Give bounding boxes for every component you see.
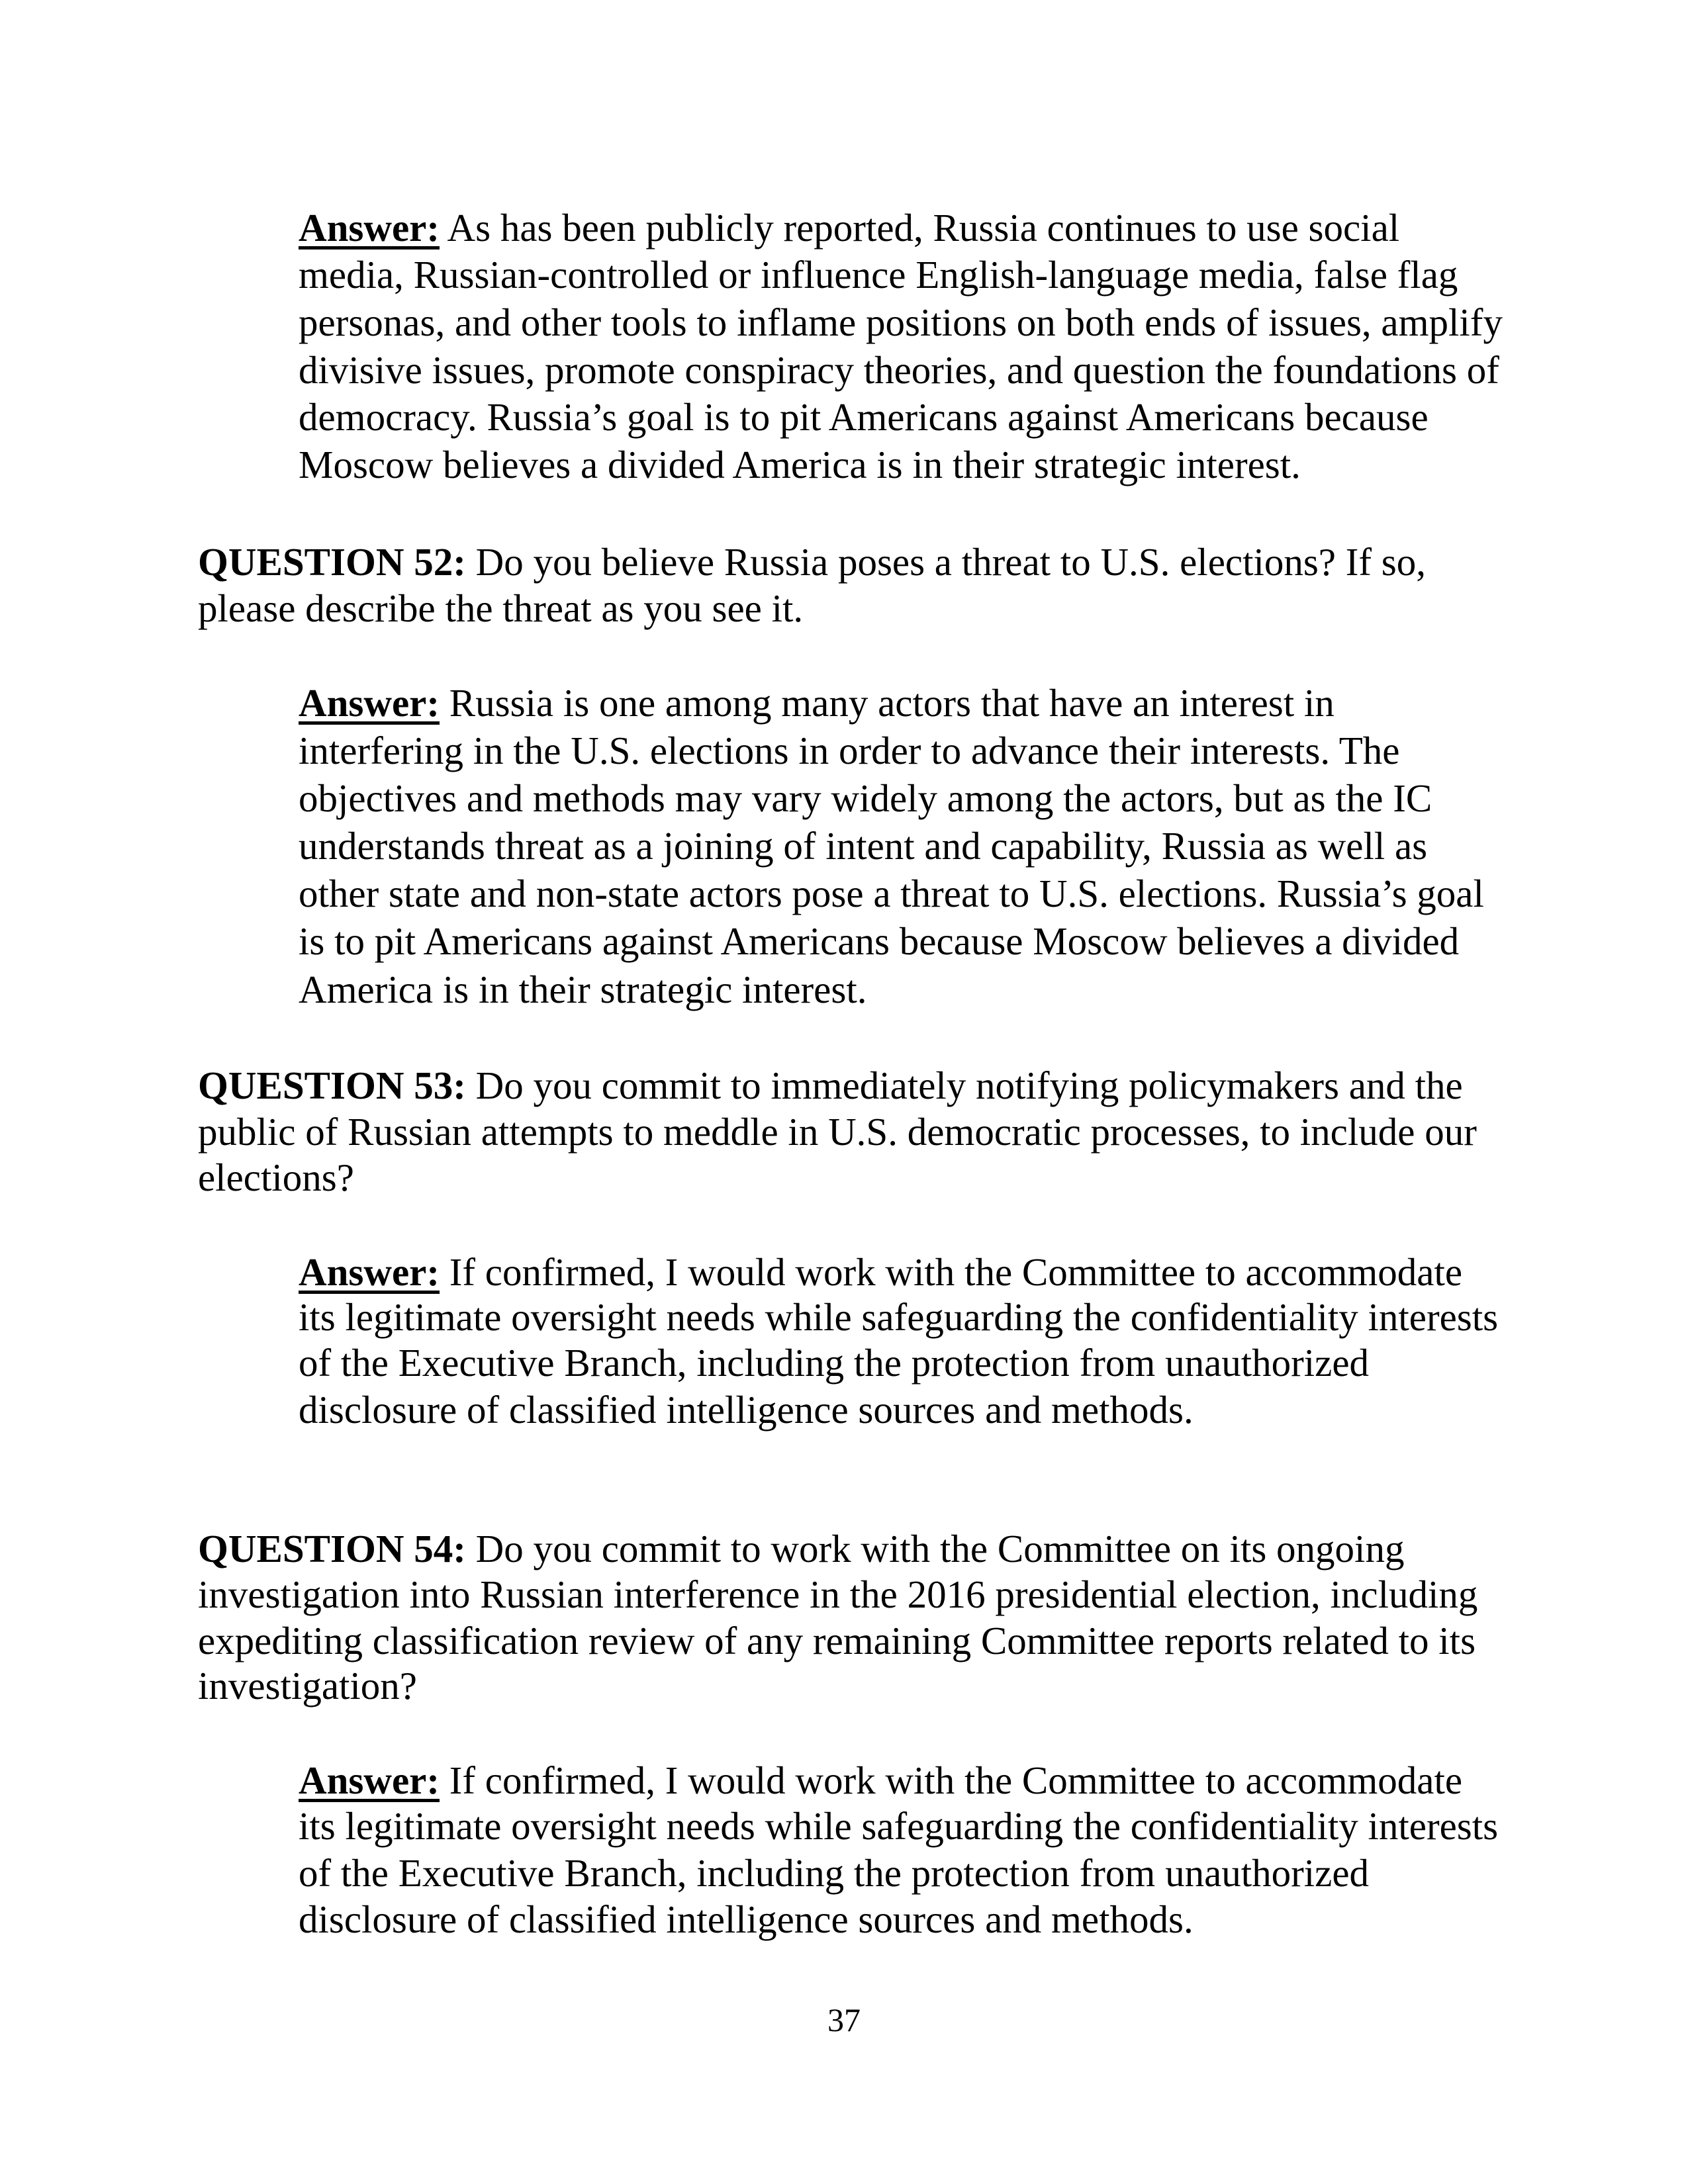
- text-line: Answer: If confirmed, I would work with the Committee to accommodate: [299, 1250, 1463, 1294]
- text-line: investigation into Russian interference in the 2016 presidential election, including: [198, 1572, 1478, 1616]
- page-number: 37: [827, 2001, 861, 2038]
- question-label: QUESTION 53:: [198, 1064, 466, 1107]
- text-line: Answer: Russia is one among many actors that have an interest in: [299, 681, 1335, 725]
- text-line: public of Russian attempts to meddle in U.S. democratic processes, to include our: [198, 1110, 1477, 1154]
- text-line: QUESTION 54: Do you commit to work with the Committee on its ongoing: [198, 1527, 1405, 1570]
- text-line: of the Executive Branch, including the protection from unauthorized: [299, 1851, 1370, 1895]
- text-line: America is in their strategic interest.: [299, 968, 867, 1011]
- text-line: interfering in the U.S. elections in order to advance their interests. The: [299, 729, 1400, 772]
- text-line: QUESTION 53: Do you commit to immediately notifying policymakers and the: [198, 1064, 1463, 1107]
- answer-label: Answer:: [299, 1250, 440, 1294]
- text-line: investigation?: [198, 1664, 417, 1707]
- answer-label: Answer:: [299, 681, 440, 725]
- answer-label: Answer:: [299, 206, 440, 250]
- answer-label: Answer:: [299, 1758, 440, 1802]
- text-line: its legitimate oversight needs while safeguarding the confidentiality interests: [299, 1804, 1499, 1848]
- question-label: QUESTION 52:: [198, 540, 466, 584]
- text-line: disclosure of classified intelligence sources and methods.: [299, 1897, 1194, 1941]
- text-line: understands threat as a joining of intent and capability, Russia as well as: [299, 824, 1428, 868]
- text-line: elections?: [198, 1156, 354, 1199]
- text-line: Answer: If confirmed, I would work with the Committee to accommodate: [299, 1758, 1463, 1802]
- question-label: QUESTION 54:: [198, 1527, 466, 1570]
- text-line: Answer: As has been publicly reported, Russia continues to use social: [299, 206, 1400, 250]
- text-line: disclosure of classified intelligence sources and methods.: [299, 1388, 1194, 1432]
- text-line: QUESTION 52: Do you believe Russia poses a threat to U.S. elections? If so,: [198, 540, 1426, 584]
- text-line: Moscow believes a divided America is in their strategic interest.: [299, 443, 1301, 486]
- text-line: divisive issues, promote conspiracy theories, and question the foundations of: [299, 348, 1499, 392]
- text-line: please describe the threat as you see it.: [198, 586, 804, 630]
- text-line: democracy. Russia’s goal is to pit Americans against Americans because: [299, 395, 1429, 439]
- text-line: objectives and methods may vary widely among the actors, but as the IC: [299, 776, 1432, 820]
- text-line: media, Russian-controlled or influence English-language media, false flag: [299, 253, 1458, 296]
- text-line: its legitimate oversight needs while safeguarding the confidentiality interests: [299, 1295, 1499, 1339]
- text-line: of the Executive Branch, including the protection from unauthorized: [299, 1341, 1370, 1385]
- text-line: is to pit Americans against Americans because Moscow believes a divided: [299, 919, 1460, 963]
- text-line: expediting classification review of any remaining Committee reports related to its: [198, 1619, 1476, 1662]
- text-line: other state and non-state actors pose a threat to U.S. elections. Russia’s goal: [299, 872, 1484, 915]
- text-line: personas, and other tools to inflame positions on both ends of issues, amplify: [299, 300, 1503, 344]
